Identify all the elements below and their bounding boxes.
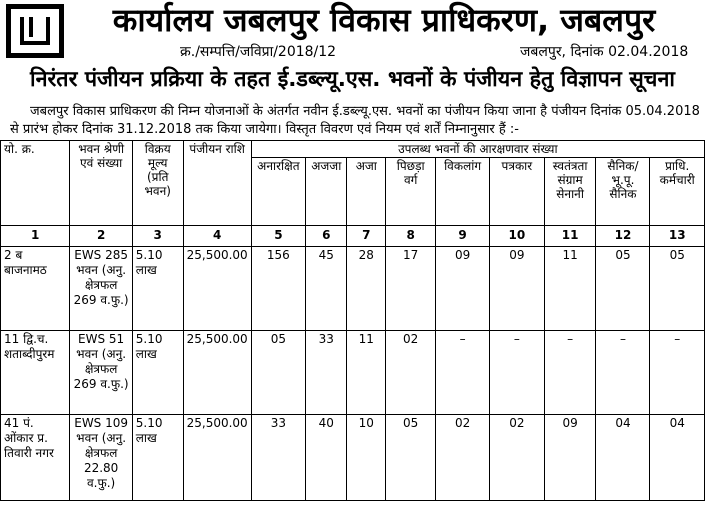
st-cell: 33 (306, 331, 347, 415)
col-number: 5 (251, 226, 305, 247)
column-number-row (1, 226, 705, 247)
unreserved-cell: 156 (251, 247, 305, 331)
price-cell: 5.10 लाख (132, 247, 183, 331)
col-number: 6 (306, 226, 347, 247)
header-unreserved: अनारक्षित (251, 158, 305, 226)
reference-date: जबलपुर, दिनांक 02.04.2018 (520, 44, 689, 60)
price-cell: 5.10 लाख (132, 331, 183, 415)
employee-cell: 04 (650, 415, 705, 501)
journalist-cell: 09 (489, 247, 544, 331)
header-obc: पिछड़ा वर्ग (386, 158, 436, 226)
logo-inner-shape (20, 17, 50, 45)
category-cell: EWS 51 भवन (अनु. क्षेत्रफल 269 व.फु.) (70, 331, 132, 415)
unreserved-cell: 05 (251, 331, 305, 415)
col-number: 8 (386, 226, 436, 247)
freedom-fighter-cell: – (544, 331, 596, 415)
reference-number: क्र./सम्पत्ति/जविप्रा/2018/12 (180, 44, 337, 60)
intro-paragraph: जबलपुर विकास प्राधिकरण की निम्न योजनाओं के अंतर्गत नवीन ई.डब्ल्यू.एस. भवनों का पंजीयन किया जाना है पंजीयन दिनांक 05.04.2018 से प्रारंभ होकर दिनांक 31.12.2018 तक किया जायेगा। विस्तृत विवरण एवं नियम एवं शर्तें निम्नानुसार हैं :- (10, 104, 700, 137)
header-reg-amount: पंजीयन राशि (183, 141, 251, 226)
disabled-cell: 02 (436, 415, 490, 501)
col-number: 13 (650, 226, 705, 247)
col-number: 7 (347, 226, 386, 247)
org-title: कार्यालय जबलपुर विकास प्राधिकरण, जबलपुर (112, 1, 656, 39)
sc-cell: 10 (347, 415, 386, 501)
col-number: 11 (544, 226, 596, 247)
employee-cell: 05 (650, 247, 705, 331)
header-employee: प्राधि. कर्मचारी (650, 158, 705, 226)
disabled-cell: 09 (436, 247, 490, 331)
obc-cell: 02 (386, 331, 436, 415)
table-row (1, 415, 705, 501)
header-category: भवन श्रेणी एवं संख्या (70, 141, 132, 226)
logo-bar-shape (29, 17, 33, 37)
sc-cell: 28 (347, 247, 386, 331)
scheme-cell: 2 ब बाजनामठ (1, 247, 70, 331)
col-number: 2 (70, 226, 132, 247)
soldier-cell: 05 (596, 247, 650, 331)
header-scheme-no: यो. क्र. (1, 141, 70, 226)
st-cell: 45 (306, 247, 347, 331)
st-cell: 40 (306, 415, 347, 501)
header-reservation-group: उपलब्ध भवनों की आरक्षणवार संख्या (251, 141, 704, 158)
jda-logo (6, 4, 64, 58)
freedom-fighter-cell: 09 (544, 415, 596, 501)
header-sc: अजा (347, 158, 386, 226)
reg-amount-cell: 25,500.00 (183, 247, 251, 331)
price-cell: 5.10 लाख (132, 415, 183, 501)
soldier-cell: – (596, 331, 650, 415)
employee-cell: – (650, 331, 705, 415)
journalist-cell: – (489, 331, 544, 415)
col-number: 1 (1, 226, 70, 247)
category-cell: EWS 285 भवन (अनु. क्षेत्रफल 269 व.फु.) (70, 247, 132, 331)
reg-amount-cell: 25,500.00 (183, 331, 251, 415)
sc-cell: 11 (347, 331, 386, 415)
table-row (1, 331, 705, 415)
header-price: विक्रय मूल्य (प्रति भवन) (132, 141, 183, 226)
table-row (1, 247, 705, 331)
obc-cell: 05 (386, 415, 436, 501)
unreserved-cell: 33 (251, 415, 305, 501)
scheme-cell: 11 द्वि.च. शताब्दीपुरम (1, 331, 70, 415)
obc-cell: 17 (386, 247, 436, 331)
col-number: 12 (596, 226, 650, 247)
header-freedom-fighter: स्वतंत्रता संग्राम सेनानी (544, 158, 596, 226)
allotment-table (0, 140, 705, 501)
header-soldier: सैनिक/ भू.पू. सैनिक (596, 158, 650, 226)
reg-amount-cell: 25,500.00 (183, 415, 251, 501)
disabled-cell: – (436, 331, 490, 415)
scheme-cell: 41 पं. ओंकार प्र. तिवारी नगर (1, 415, 70, 501)
header-journalist: पत्रकार (489, 158, 544, 226)
journalist-cell: 02 (489, 415, 544, 501)
col-number: 4 (183, 226, 251, 247)
header-disabled: विकलांग (436, 158, 490, 226)
col-number: 10 (489, 226, 544, 247)
soldier-cell: 04 (596, 415, 650, 501)
col-number: 3 (132, 226, 183, 247)
col-number: 9 (436, 226, 490, 247)
freedom-fighter-cell: 11 (544, 247, 596, 331)
header-st: अजजा (306, 158, 347, 226)
category-cell: EWS 109 भवन (अनु. क्षेत्रफल 22.80 व.फु.) (70, 415, 132, 501)
notice-title: निरंतर पंजीयन प्रक्रिया के तहत ई.डब्ल्यू.एस. भवनों के पंजीयन हेतु विज्ञापन सूचना (30, 67, 675, 92)
